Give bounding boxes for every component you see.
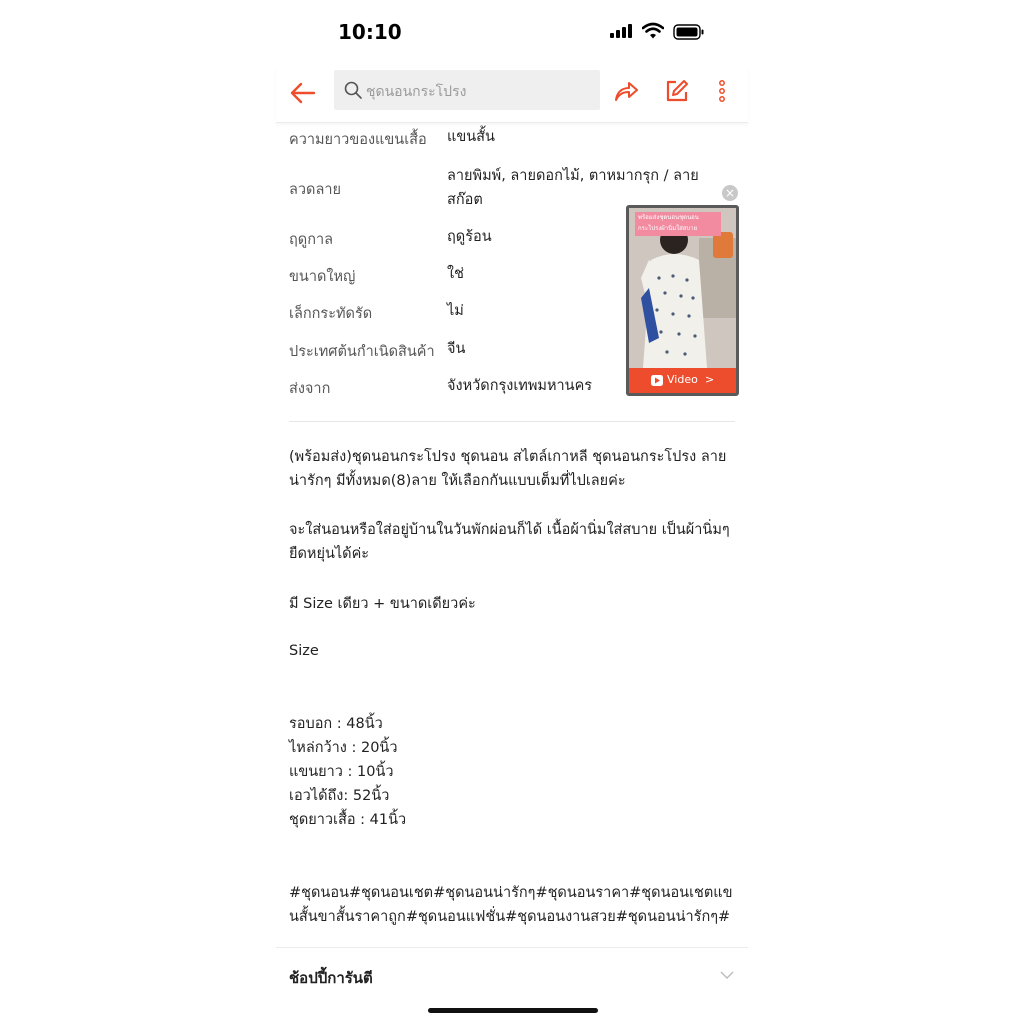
spec-value: จังหวัดกรุงเทพมหานคร — [447, 378, 593, 394]
home-indicator[interactable] — [428, 1008, 598, 1013]
signal-icon — [610, 24, 634, 38]
spec-label: ความยาวของแขนเสื้อ — [289, 132, 427, 148]
phone-screen — [276, 0, 748, 1024]
close-video-icon[interactable]: × — [722, 185, 738, 201]
spec-label: ฤดูกาล — [289, 232, 334, 248]
description-paragraph: มี Size เดียว + ขนาดเดียวค่ะ — [289, 596, 476, 612]
search-input[interactable] — [334, 70, 600, 110]
spec-label: ขนาดใหญ่ — [289, 269, 356, 285]
floating-video-widget[interactable] — [626, 205, 739, 396]
size-line: ไหล่กว้าง : 20นิ้ว — [289, 740, 398, 756]
video-button[interactable] — [629, 368, 736, 393]
top-nav-bar — [276, 66, 748, 123]
more-options-icon[interactable] — [716, 78, 728, 106]
status-time: 10:10 — [338, 20, 402, 44]
spec-label: เล็กกระทัดรัด — [289, 306, 373, 322]
size-line: รอบอก : 48นิ้ว — [289, 716, 383, 732]
share-icon[interactable] — [612, 78, 640, 106]
search-icon — [343, 80, 363, 100]
description-paragraph: Size — [289, 643, 319, 659]
search-placeholder: ชุดนอนกระโปรง — [366, 84, 467, 100]
wifi-icon — [642, 22, 664, 40]
battery-icon — [673, 24, 705, 40]
size-list — [289, 712, 735, 832]
shopee-guarantee-label[interactable]: ช้อปปี้การันตี — [289, 969, 373, 987]
spec-value: ใช่ — [447, 266, 464, 282]
size-line: เอวได้ถึง: 52นิ้ว — [289, 788, 390, 804]
section-divider — [289, 421, 735, 422]
size-line: ชุดยาวเสื้อ : 41นิ้ว — [289, 812, 407, 828]
hashtags: #ชุดนอน#ชุดนอนเชต#ชุดนอนน่ารักๆ#ชุดนอนราคา#ชุดนอนเชตแขนสั้นขาสั้นราคาถูก#ชุดนอนแฟชั่น#ชุดนอนงานสวย#ชุดนอนน่ารักๆ# — [289, 885, 733, 925]
section-divider — [276, 947, 748, 948]
spec-value: จีน — [447, 341, 466, 357]
spec-value: ไม่ — [447, 303, 464, 319]
spec-value: ฤดูร้อน — [447, 229, 492, 245]
description-paragraph: จะใส่นอนหรือใส่อยู่บ้านในวันพักผ่อนก็ได้ เนื้อผ้านิ่มใส่สบาย เป็นผ้านิ่มๆยืดหยุ่นได้ค่ะ — [289, 522, 730, 562]
chevron-right-icon: > — [705, 373, 715, 386]
video-badge — [635, 212, 721, 236]
video-badge-line: พร้อมส่งชุดนอนชุดนอน — [638, 214, 699, 221]
spec-label: ส่งจาก — [289, 381, 331, 397]
video-badge-line: กระโปรงผ้านิ่มใส่สบาย — [638, 225, 698, 232]
size-line: แขนยาว : 10นิ้ว — [289, 764, 394, 780]
video-label: Video — [667, 373, 698, 386]
spec-label: ประเทศต้นกำเนิดสินค้า — [289, 344, 435, 360]
spec-label: ลวดลาย — [289, 182, 341, 198]
back-arrow-icon[interactable] — [288, 78, 318, 108]
description-paragraph: (พร้อมส่ง)ชุดนอนกระโปรง ชุดนอน สไตล์เกาหลี ชุดนอนกระโปรง ลายน่ารักๆ มีทั้งหมด(8)ลาย ให้เลือกกันแบบเต็มที่ไปเลยค่ะ — [289, 449, 727, 489]
edit-icon[interactable] — [665, 79, 689, 103]
status-bar — [276, 0, 748, 64]
spec-value: แขนสั้น — [447, 129, 495, 145]
play-icon — [651, 375, 663, 386]
chevron-down-icon[interactable] — [720, 970, 734, 980]
spec-value: ลายพิมพ์, ลายดอกไม้, ตาหมากรุก / ลายสก๊อต — [447, 168, 699, 208]
